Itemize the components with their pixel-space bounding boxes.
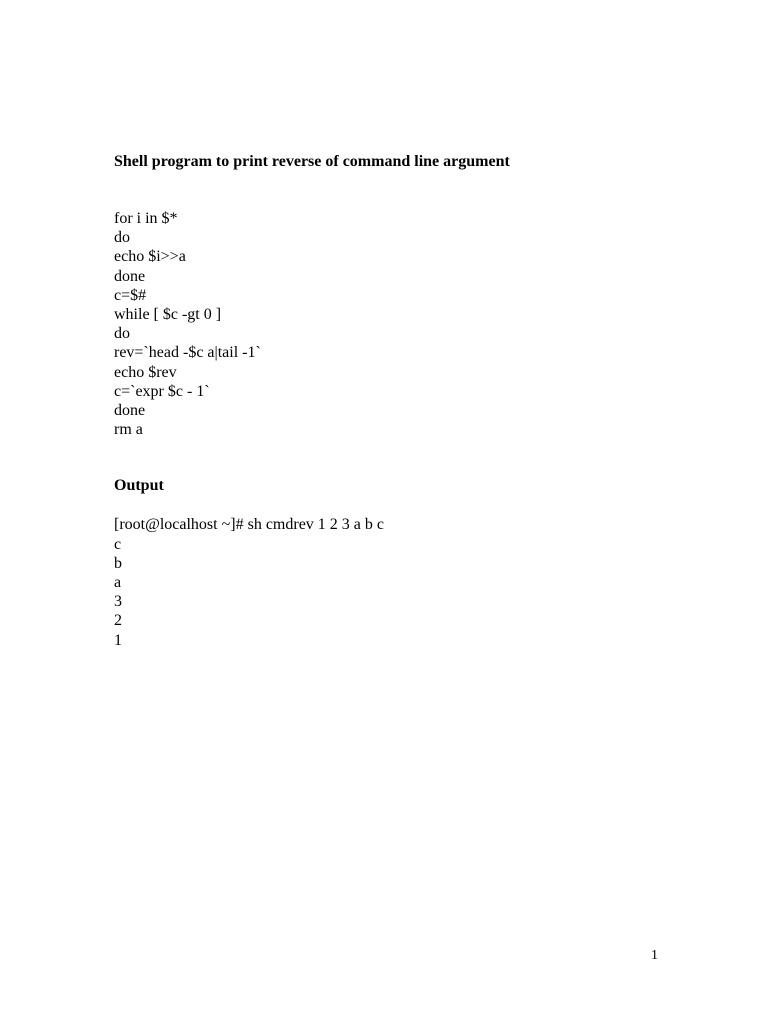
output-line: 3 bbox=[114, 593, 122, 611]
code-line: rm a bbox=[114, 421, 143, 439]
output-line: [root@localhost ~]# sh cmdrev 1 2 3 a b c bbox=[114, 516, 384, 534]
code-line: do bbox=[114, 229, 130, 247]
page-title: Shell program to print reverse of command line argument bbox=[114, 153, 510, 170]
page-number: 1 bbox=[651, 948, 658, 963]
output-line: 1 bbox=[114, 631, 122, 649]
code-listing bbox=[114, 209, 734, 439]
page-content bbox=[114, 152, 734, 650]
code-line: done bbox=[114, 402, 146, 420]
output-line: b bbox=[114, 554, 122, 572]
code-line: echo $i>>a bbox=[114, 248, 186, 266]
output-listing bbox=[114, 515, 734, 649]
code-line: do bbox=[114, 325, 130, 343]
code-line: done bbox=[114, 267, 146, 285]
output-line: a bbox=[114, 574, 122, 592]
code-line: c=`expr $c - 1` bbox=[114, 382, 210, 400]
code-line: rev=`head -$c a|tail -1` bbox=[114, 344, 261, 362]
output-line: 2 bbox=[114, 612, 122, 630]
output-line: c bbox=[114, 535, 122, 553]
output-heading: Output bbox=[114, 477, 164, 495]
code-line: c=$# bbox=[114, 286, 147, 304]
code-line: echo $rev bbox=[114, 363, 177, 381]
code-line: while [ $c -gt 0 ] bbox=[114, 306, 222, 324]
code-line: for i in $* bbox=[114, 210, 178, 227]
